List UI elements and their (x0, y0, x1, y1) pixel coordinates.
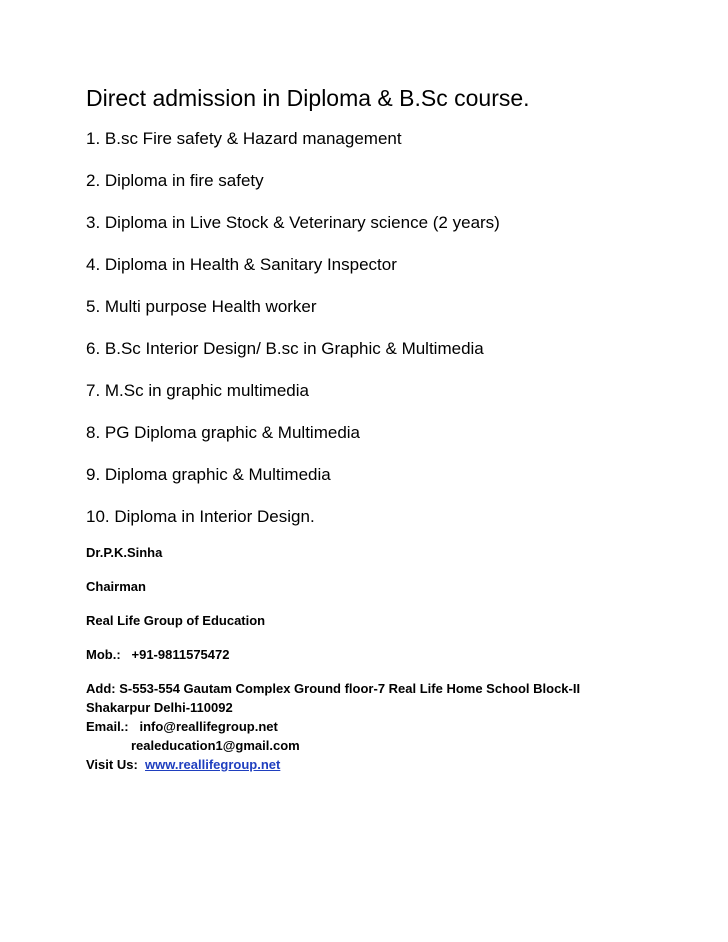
document-page (86, 84, 706, 775)
address-line-1: Add: S-553-554 Gautam Complex Ground floor-7 Real Life Home School Block-II (86, 681, 581, 696)
course-item: 9. Diploma graphic & Multimedia (86, 465, 331, 484)
address-line-2: Shakarpur Delhi-110092 (86, 700, 233, 715)
email-secondary: realeducation1@gmail.com (131, 738, 300, 753)
course-item: 1. B.sc Fire safety & Hazard management (86, 129, 402, 148)
mobile-label: Mob.: (86, 647, 121, 662)
course-item: 4. Diploma in Health & Sanitary Inspector (86, 255, 397, 274)
email-label: Email.: (86, 719, 129, 734)
contact-website-row (86, 756, 706, 774)
contact-email-row (86, 718, 706, 736)
course-item: 10. Diploma in Interior Design. (86, 507, 315, 526)
website-link[interactable]: www.reallifegroup.net (145, 757, 281, 772)
course-item: 7. M.Sc in graphic multimedia (86, 381, 309, 400)
mobile-number: +91-9811575472 (131, 647, 230, 662)
visit-label: Visit Us: (86, 757, 138, 772)
contact-name: Dr.P.K.Sinha (86, 545, 163, 560)
contact-mobile-row (86, 646, 706, 664)
course-list (86, 128, 706, 528)
document-title: Direct admission in Diploma & B.Sc course. (86, 85, 530, 111)
course-item: 5. Multi purpose Health worker (86, 297, 317, 316)
course-item: 8. PG Diploma graphic & Multimedia (86, 423, 361, 442)
contact-organization: Real Life Group of Education (86, 613, 266, 628)
course-item: 2. Diploma in fire safety (86, 171, 264, 190)
course-item: 3. Diploma in Live Stock & Veterinary science (2 years) (86, 213, 500, 232)
email-primary: info@reallifegroup.net (139, 719, 278, 734)
course-item: 6. B.Sc Interior Design/ B.sc in Graphic & Multimedia (86, 339, 484, 358)
contact-block (86, 544, 706, 774)
contact-designation: Chairman (86, 579, 146, 594)
